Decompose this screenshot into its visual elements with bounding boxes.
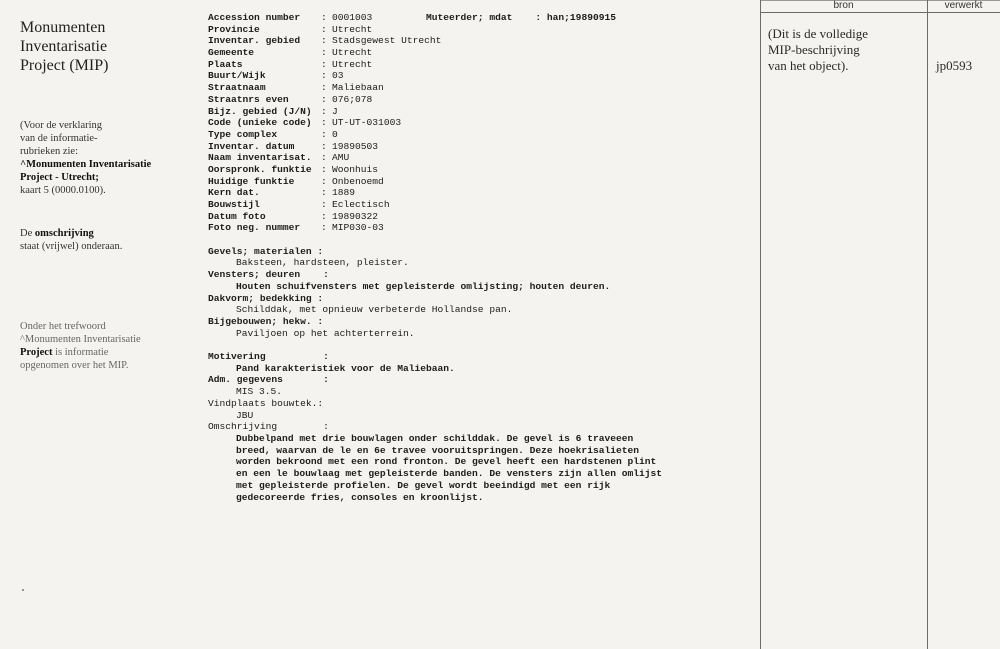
field-value: Stadsgewest Utrecht <box>332 35 442 47</box>
record-field-row: Naam inventarisat. : AMU <box>208 152 350 164</box>
field-value: Woonhuis <box>332 163 379 175</box>
table-left-rule <box>760 0 761 649</box>
field-label: Inventar. gebied <box>208 35 301 47</box>
bron-header: bron <box>833 0 854 11</box>
field-label: Accession number <box>208 12 301 23</box>
field-label: Buurt/Wijk <box>208 70 266 82</box>
field-label: Code (unieke code) <box>208 117 312 129</box>
section-label: Gevels; materialen : <box>208 245 324 257</box>
record-field-row: Straatnrs even : 076;078 <box>208 93 373 105</box>
field-label: Straatnaam <box>208 82 266 94</box>
record-fields <box>208 12 748 234</box>
field-value: 1889 <box>332 187 356 199</box>
keyword-note: Onder het trefwoord ^Monumenten Inventarisatie Project is informatie opgenomen over het MIP. <box>20 321 141 371</box>
adm-label: Adm. gegevens : <box>208 374 329 386</box>
field-label: Kern dat. <box>208 187 260 199</box>
field-value: Utrecht <box>332 23 373 35</box>
material-sections <box>208 246 748 340</box>
field-value: Maliebaan <box>332 82 384 94</box>
omschrijving-line: Dubbelpand met drie bouwlagen onder schilddak. De gevel is 6 traveeen <box>236 432 634 444</box>
field-value: 076;078 <box>332 93 373 105</box>
field-label: Bijz. gebied (J/N) <box>208 105 312 117</box>
record-field-row: Foto neg. nummer : MIP030-03 <box>208 222 384 234</box>
record-field-row: Code (unieke code) : UT-UT-031003 <box>208 117 402 129</box>
mip-title: Monumenten Inventarisatie Project (MIP) <box>20 19 109 74</box>
field-label: Naam inventarisat. <box>208 152 312 164</box>
verwerkt-code: jp0593 <box>936 58 973 73</box>
left-column <box>20 18 195 371</box>
record-field-row: Kern dat. : 1889 <box>208 187 356 199</box>
description-location-note: De omschrijving staat (vrijwel) onderaan. <box>20 228 123 252</box>
field-value: UT-UT-031003 <box>332 117 402 129</box>
record-field-row: Buurt/Wijk : 03 <box>208 70 344 82</box>
omschrijving-line: breed, waarvan de le en 6e travee vooruitspringen. Deze hoekrisalieten <box>236 444 640 456</box>
record-field-row: Datum foto : 19890322 <box>208 210 379 222</box>
adm-text: MIS 3.5. <box>236 386 283 398</box>
field-label: Gemeente <box>208 47 255 59</box>
field-value: 03 <box>332 70 344 82</box>
section-label: Vensters; deuren : <box>208 269 329 281</box>
omschrijving-line: worden bekroond met een rond fronton. De gevel heeft een hardstenen plint <box>236 456 657 468</box>
record-field-row: Huidige funktie : Onbenoemd <box>208 175 384 187</box>
record-field-row: Inventar. gebied : Stadsgewest Utrecht <box>208 35 442 47</box>
bron-note: (Dit is de volledige MIP-beschrijving van het object). <box>768 26 869 73</box>
record-field-row: Provincie : Utrecht <box>208 23 373 35</box>
field-value: MIP030-03 <box>332 222 384 234</box>
mutator-date: Muteerder; mdat : han;19890915 <box>426 12 616 23</box>
omschrijving-label: Omschrijving : <box>208 421 329 433</box>
record-field-row: Gemeente : Utrecht <box>208 47 373 59</box>
field-value: AMU <box>332 152 350 164</box>
section-text: Houten schuifvensters met gepleisterde omlijsting; houten deuren. <box>236 280 611 292</box>
field-label: Inventar. datum <box>208 140 295 152</box>
inventory-record <box>208 12 748 503</box>
vindplaats-text: JBU <box>236 409 254 421</box>
field-value: 19890503 <box>332 140 379 152</box>
omschrijving-line: met gepleisterde profielen. De gevel wordt beeindigd met een rijk <box>236 479 611 491</box>
field-label: Straatnrs even <box>208 93 289 105</box>
section-text: Paviljoen op het achterterrein. <box>236 327 415 339</box>
field-value: Utrecht <box>332 58 373 70</box>
explanation-note: (Voor de verklaring van de informatie- rubrieken zie: ^Monumenten Inventarisatie Project - Utrecht; kaart 5 (0000.0100). <box>20 120 152 196</box>
field-value: 0 <box>332 128 338 140</box>
field-label: Oorspronk. funktie <box>208 163 312 175</box>
record-field-row: Type complex : 0 <box>208 128 338 140</box>
field-label: Huidige funktie <box>208 175 295 187</box>
omschrijving-line: gedecoreerde fries, consoles en kroonlijst. <box>236 491 484 503</box>
field-label: Provincie <box>208 23 260 35</box>
record-field-row: Bijz. gebied (J/N) : J <box>208 105 338 117</box>
table-middle-rule <box>927 0 928 649</box>
field-value: Onbenoemd <box>332 175 384 187</box>
field-label: Datum foto <box>208 210 266 222</box>
field-value: J <box>332 105 338 117</box>
field-label: Bouwstijl <box>208 199 260 210</box>
motivering-label: Motivering : <box>208 351 329 363</box>
field-value: Eclectisch <box>332 199 390 210</box>
record-field-row: Bouwstijl : Eclectisch <box>208 199 390 210</box>
record-field-row: Inventar. datum : 19890503 <box>208 140 379 152</box>
section-text: Schilddak, met opnieuw verbeterde Hollandse pan. <box>236 304 513 316</box>
record-field-row: Accession number : 0001003 <box>208 12 373 23</box>
field-label: Type complex <box>208 128 278 140</box>
field-value: 19890322 <box>332 210 379 222</box>
motivering-text: Pand karakteristiek voor de Maliebaan. <box>236 362 455 374</box>
omschrijving-text <box>208 433 748 503</box>
field-label: Foto neg. nummer <box>208 222 301 234</box>
vindplaats-label: Vindplaats bouwtek.: <box>208 397 324 409</box>
field-value: 0001003 <box>332 12 373 23</box>
omschrijving-line: en een le bouwlaag met gepleisterde banden. De vensters zijn allen omlijst <box>236 468 663 480</box>
table-header-rule <box>760 12 1000 13</box>
record-field-row: Oorspronk. funktie : Woonhuis <box>208 163 379 175</box>
record-field-row: Plaats : Utrecht <box>208 58 373 70</box>
record-field-row: Straatnaam : Maliebaan <box>208 82 384 94</box>
field-value: Utrecht <box>332 47 373 59</box>
scan-speck <box>22 589 24 591</box>
verwerkt-header: verwerkt <box>944 0 983 11</box>
section-label: Dakvorm; bedekking : <box>208 292 324 304</box>
section-text: Baksteen, hardsteen, pleister. <box>236 257 409 269</box>
section-label: Bijgebouwen; hekw. : <box>208 315 324 327</box>
field-label: Plaats <box>208 58 243 70</box>
